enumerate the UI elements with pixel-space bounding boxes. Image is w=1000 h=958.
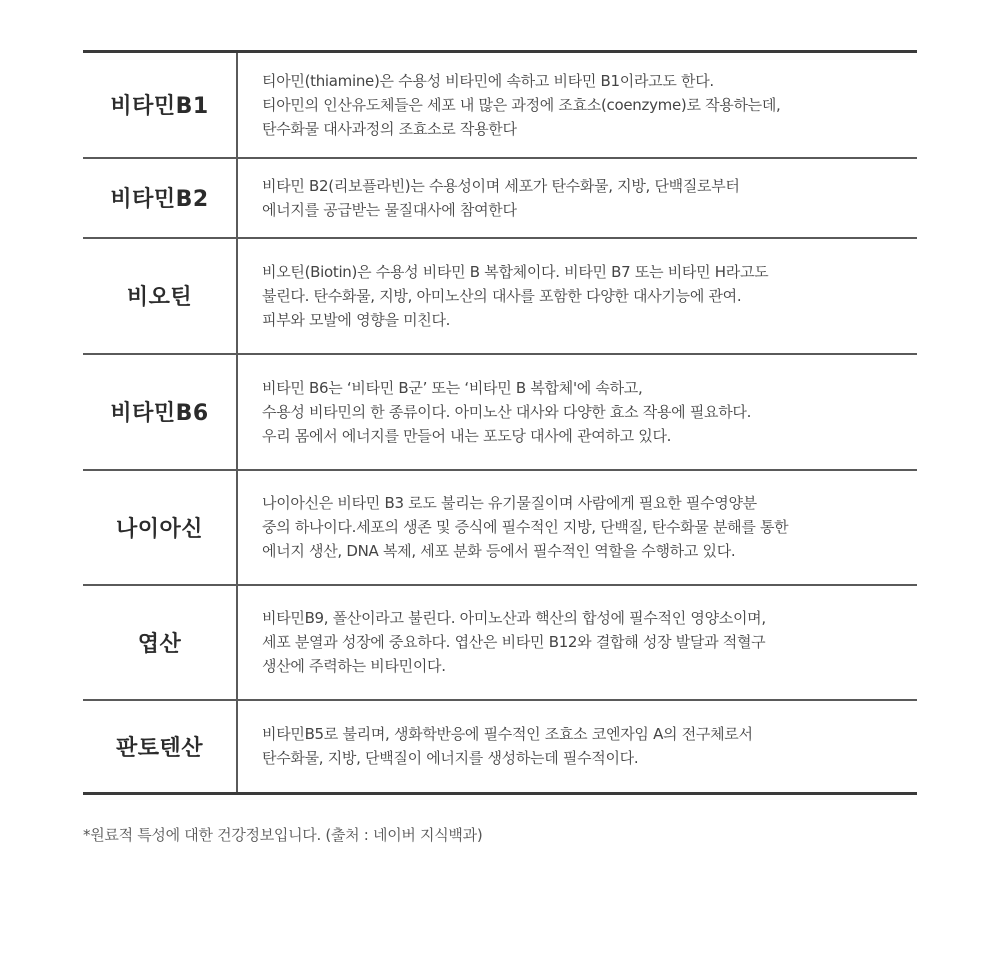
table-row xyxy=(83,585,917,700)
description-line: 우리 몸에서 에너지를 만들어 내는 포도당 대사에 관여하고 있다. xyxy=(262,426,672,445)
table-row xyxy=(83,238,917,354)
row-description xyxy=(237,238,917,354)
row-description xyxy=(237,700,917,794)
description-line: 비타민 B2(리보플라빈)는 수용성이며 세포가 탄수화물, 지방, 단백질로부터 xyxy=(262,176,740,195)
table-row xyxy=(83,700,917,794)
description-line: 에너지 생산, DNA 복제, 세포 분화 등에서 필수적인 역할을 수행하고 있다. xyxy=(262,542,736,560)
description-line: 비타민B5로 불리며, 생화학반응에 필수적인 조효소 코엔자임 A의 전구체로서 xyxy=(262,725,753,744)
vitamin-info-table xyxy=(83,50,917,795)
row-title: 비타민B1 xyxy=(83,52,237,158)
row-description xyxy=(237,52,917,158)
description-line: 피부와 모발에 영향을 미친다. xyxy=(262,310,451,329)
description-line: 탄수화물, 지방, 단백질이 에너지를 생성하는데 필수적이다. xyxy=(262,749,639,768)
row-description xyxy=(237,585,917,700)
description-line: 비타민 B6는 ‘비타민 B군’ 또는 ‘비타민 B 복합체'에 속하고, xyxy=(262,378,643,397)
description-line: 수용성 비타민의 한 종류이다. 아미노산 대사와 다양한 효소 작용에 필요하다. xyxy=(262,402,752,421)
description-line: 불린다. 탄수화물, 지방, 아미노산의 대사를 포함한 다양한 대사기능에 관여. xyxy=(262,286,742,305)
row-description xyxy=(237,354,917,470)
description-line: 에너지를 공급받는 물질대사에 참여한다 xyxy=(262,200,517,219)
description-line: 중의 하나이다.세포의 생존 및 증식에 필수적인 지방, 단백질, 탄수화물 분해를 통한 xyxy=(262,518,789,536)
description-line: 생산에 주력하는 비타민이다. xyxy=(262,657,446,675)
row-title: 비오틴 xyxy=(83,238,237,354)
source-footnote: *원료적 특성에 대한 건강정보입니다. (출처 : 네이버 지식백과) xyxy=(83,826,483,844)
description-line: 세포 분열과 성장에 중요하다. 엽산은 비타민 B12와 결합해 성장 발달과 적혈구 xyxy=(262,633,766,651)
table-row xyxy=(83,52,917,158)
description-line: 티아민(thiamine)은 수용성 비타민에 속하고 비타민 B1이라고도 한다. xyxy=(262,71,714,90)
row-title: 판토텐산 xyxy=(83,700,237,794)
table-row xyxy=(83,470,917,585)
row-title: 비타민B2 xyxy=(83,158,237,238)
row-title: 엽산 xyxy=(83,585,237,700)
row-description xyxy=(237,470,917,585)
table-row xyxy=(83,354,917,470)
row-title: 나이아신 xyxy=(83,470,237,585)
table-row xyxy=(83,158,917,238)
row-title: 비타민B6 xyxy=(83,354,237,470)
description-line: 비타민B9, 폴산이라고 불린다. 아미노산과 핵산의 합성에 필수적인 영양소이며, xyxy=(262,609,766,627)
description-line: 탄수화물 대사과정의 조효소로 작용한다 xyxy=(262,119,517,138)
row-description xyxy=(237,158,917,238)
description-line: 티아민의 인산유도체들은 세포 내 많은 과정에 조효소(coenzyme)로 작용하는데, xyxy=(262,95,781,114)
description-line: 나이아신은 비타민 B3 로도 불리는 유기물질이며 사람에게 필요한 필수영양분 xyxy=(262,494,757,512)
description-line: 비오틴(Biotin)은 수용성 비타민 B 복합체이다. 비타민 B7 또는 비타민 H라고도 xyxy=(262,262,769,281)
